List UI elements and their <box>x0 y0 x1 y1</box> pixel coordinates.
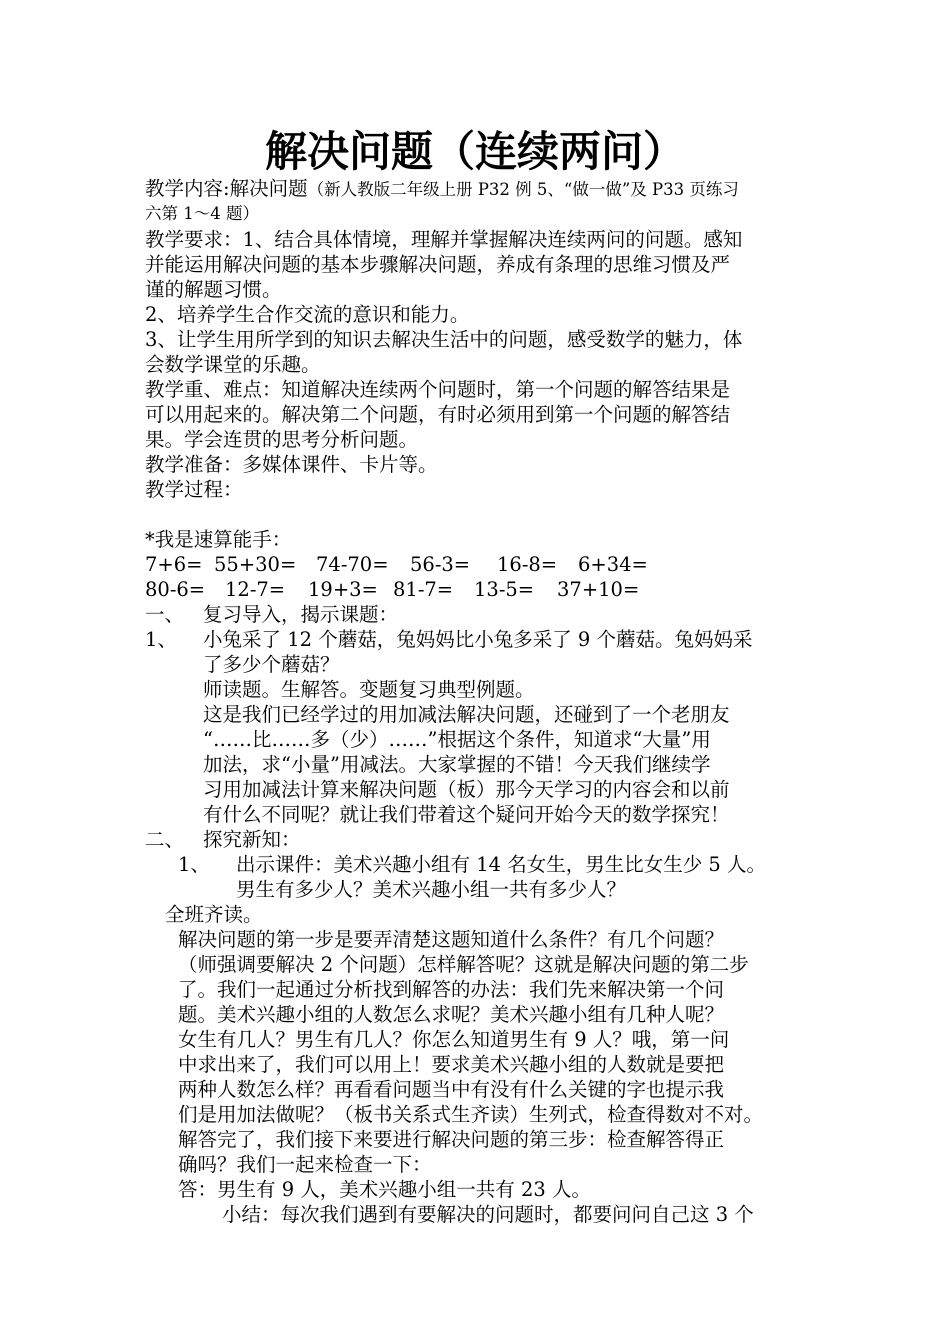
section-1-heading: 复习导入，揭示课题： <box>203 603 399 626</box>
item-1-line-5: “……比……多（少）……”根据这个条件，知道求“大量”用 <box>203 728 711 751</box>
calc-item: 80-6= <box>145 578 206 601</box>
process-heading: 教学过程： <box>145 478 243 501</box>
requirement-line-1: 教学要求：1、结合具体情境，理解并掌握解决连续两问的问题。感知 <box>145 228 743 251</box>
body-line-8: 们是用加法做呢？（板书关系式生齐读）生列式，检查得数对不对。 <box>178 1103 764 1126</box>
calc-item: 6+34= <box>578 553 648 576</box>
body-line-10: 确吗？我们一起来检查一下： <box>178 1153 432 1176</box>
requirement-line-6: 会数学课堂的乐趣。 <box>145 353 321 376</box>
calc-item: 81-7= <box>393 578 454 601</box>
calc-item: 7+6= <box>145 553 203 576</box>
content-note: （新人教版二年级上册 P32 例 5、“做一做”及 P33 页练习 <box>307 180 739 199</box>
calc-item: 37+10= <box>557 578 640 601</box>
item-1-number: 1、 <box>145 628 177 651</box>
item-1-line-3: 师读题。生解答。变题复习典型例题。 <box>203 678 535 701</box>
requirement-line-2: 并能运用解决问题的基本步骤解决问题，养成有条理的思维习惯及严 <box>145 253 731 276</box>
page-title: 解决问题（连续两问） <box>264 127 685 176</box>
requirement-line-4: 2、培养学生合作交流的意识和能力。 <box>145 303 470 326</box>
item-1-line-4: 这是我们已经学过的用加减法解决问题，还碰到了一个老朋友 <box>203 703 730 726</box>
answer-line: 答：男生有 9 人，美术兴趣小组一共有 23 人。 <box>178 1178 592 1201</box>
question-1-line-2: 男生有多少人？美术兴趣小组一共有多少人？ <box>236 878 627 901</box>
requirement-line-5: 3、让学生用所学到的知识去解决生活中的问题，感受数学的魅力，体 <box>145 328 743 351</box>
preparation: 教学准备：多媒体课件、卡片等。 <box>145 453 438 476</box>
calc-item: 19+3= <box>308 578 378 601</box>
section-2-number: 二、 <box>145 828 185 851</box>
summary-line: 小结：每次我们遇到有要解决的问题时，都要问问自己这 3 个 <box>222 1203 754 1226</box>
item-1-line-8: 有什么不同呢？就让我们带着这个疑问开始今天的数学探究！ <box>203 803 730 826</box>
teaching-content <box>145 176 739 203</box>
key-points-line-3: 果。学会连贯的思考分析问题。 <box>145 428 419 451</box>
content-note-2: 六第 1～4 题） <box>145 204 259 223</box>
calc-item: 16-8= <box>497 553 558 576</box>
item-1-line-7: 习用加减法计算来解决问题（板）那今天学习的内容会和以前 <box>203 778 730 801</box>
item-1-line-2: 了多少个蘑菇？ <box>203 653 340 676</box>
body-line-3: 了。我们一起通过分析找到解答的办法：我们先来解决第一个问 <box>178 978 725 1001</box>
calc-item: 12-7= <box>225 578 286 601</box>
calc-item: 56-3= <box>410 553 471 576</box>
speed-calc-label: *我是速算能手： <box>145 528 292 551</box>
body-line-6: 中求出来了，我们可以用上！要求美术兴趣小组的人数就是要把 <box>178 1053 725 1076</box>
item-1-line-6: 加法，求“小量”用减法。大家掌握的不错！今天我们继续学 <box>203 753 711 776</box>
question-1-number: 1、 <box>178 853 210 876</box>
item-1-line-1: 小兔采了 12 个蘑菇，兔妈妈比小兔多采了 9 个蘑菇。兔妈妈采 <box>203 628 753 651</box>
question-1-line-1: 出示课件：美术兴趣小组有 14 名女生，男生比女生少 5 人。 <box>236 853 767 876</box>
calc-item: 74-70= <box>316 553 389 576</box>
body-line-9: 解答完了，我们接下来要进行解决问题的第三步：检查解答得正 <box>178 1128 725 1151</box>
body-line-5: 女生有几人？男生有几人？你怎么知道男生有 9 人？哦，第一问 <box>178 1028 730 1051</box>
section-2-heading: 探究新知： <box>203 828 301 851</box>
body-line-1: 解决问题的第一步是要弄清楚这题知道什么条件？有几个问题？ <box>178 928 725 951</box>
calc-item: 13-5= <box>474 578 535 601</box>
section-1-number: 一、 <box>145 603 185 626</box>
body-line-7: 两种人数怎么样？再看看问题当中有没有什么关键的字也提示我 <box>178 1078 725 1101</box>
requirement-line-3: 谨的解题习惯。 <box>145 278 282 301</box>
key-points-line-2: 可以用起来的。解决第二个问题，有时必须用到第一个问题的解答结 <box>145 403 731 426</box>
body-line-4: 题。美术兴趣小组的人数怎么求呢？美术兴趣小组有几种人呢？ <box>178 1003 725 1026</box>
key-points-line-1: 教学重、难点：知道解决连续两个问题时，第一个问题的解答结果是 <box>145 378 731 401</box>
class-read: 全班齐读。 <box>165 903 263 926</box>
body-line-2: （师强调要解决 2 个问题）怎样解答呢？这就是解决问题的第二步 <box>178 953 749 976</box>
content-label: 教学内容:解决问题 <box>145 177 308 200</box>
calc-item: 55+30= <box>214 553 297 576</box>
